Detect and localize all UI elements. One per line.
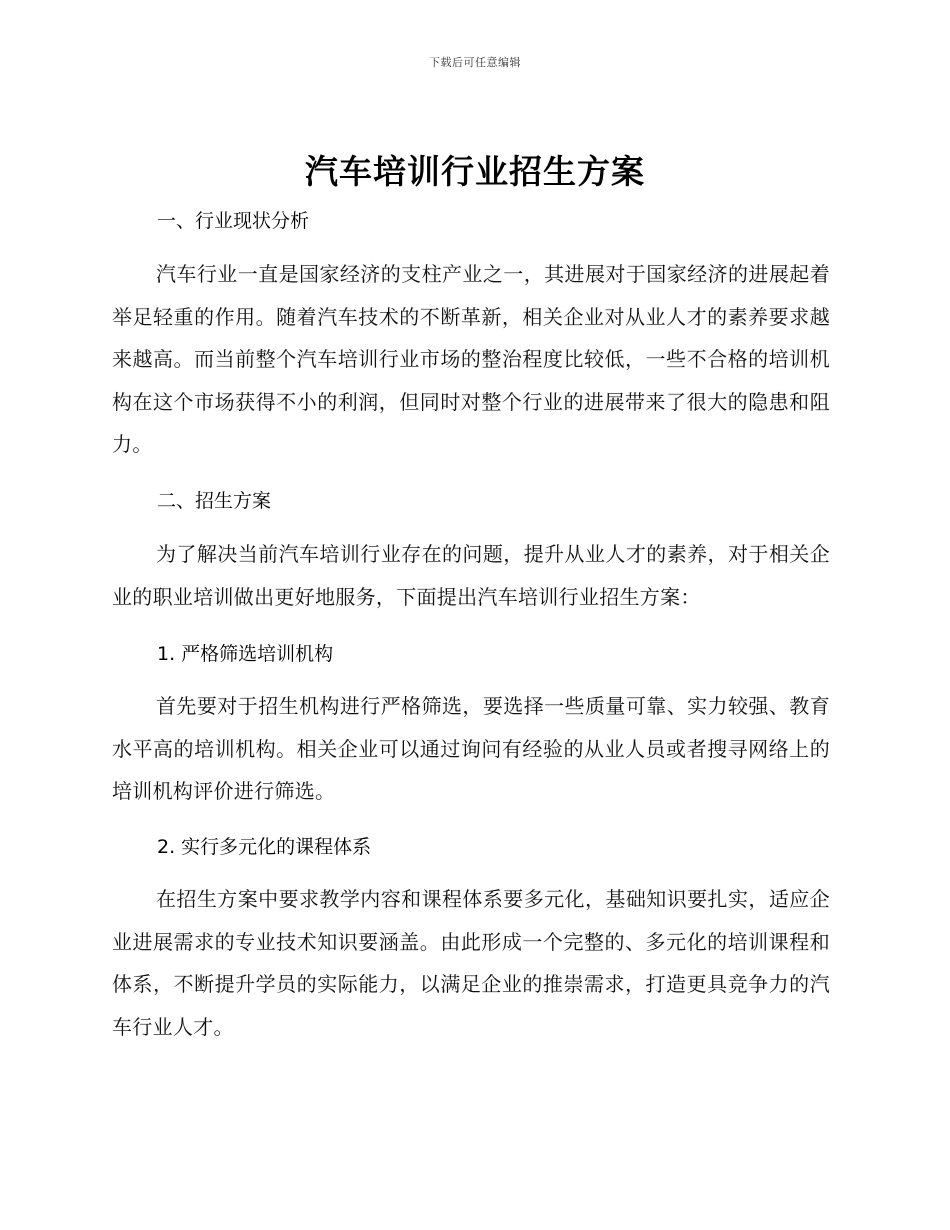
section-heading-enrollment-plan: 二、招生方案 — [157, 490, 272, 512]
section-heading-industry-status: 一、行业现状分析 — [157, 210, 310, 232]
section-paragraph-industry-status: 汽车行业一直是国家经济的支柱产业之一，其进展对于国家经济的进展起着举足轻重的作用。随着汽车技术的不断革新，相关企业对从业人才的素养要求越来越高。而当前整个汽车培训行业市场的整治程度比较低，一些不合格的培训机构在这个市场获得不小的利润，但同时对整个行业的进展带来了很大的隐患和阻力。 — [112, 262, 830, 456]
subsection-heading-screen-institutions: 1. 严格筛选培训机构 — [157, 643, 334, 665]
subsection-heading-diverse-curriculum: 2. 实行多元化的课程体系 — [157, 836, 372, 858]
subsection-paragraph-diverse-curriculum: 在招生方案中要求教学内容和课程体系要多元化，基础知识要扎实，适应企业进展需求的专业技术知识要涵盖。由此形成一个完整的、多元化的培训课程和体系，不断提升学员的实际能力，以满足企业的推崇需求，打造更具竞争力的汽车行业人才。 — [112, 887, 830, 1039]
header-note: 下载后可任意编辑 — [429, 56, 521, 69]
section-paragraph-enrollment-plan: 为了解决当前汽车培训行业存在的问题，提升从业人才的素养，对于相关企业的职业培训做出更好地服务，下面提出汽车培训行业招生方案： — [112, 542, 830, 609]
document-title: 汽车培训行业招生方案 — [305, 152, 645, 191]
subsection-paragraph-screen-institutions: 首先要对于招生机构进行严格筛选，要选择一些质量可靠、实力较强、教育水平高的培训机构。相关企业可以通过询问有经验的从业人员或者搜寻网络上的培训机构评价进行筛选。 — [112, 694, 830, 803]
